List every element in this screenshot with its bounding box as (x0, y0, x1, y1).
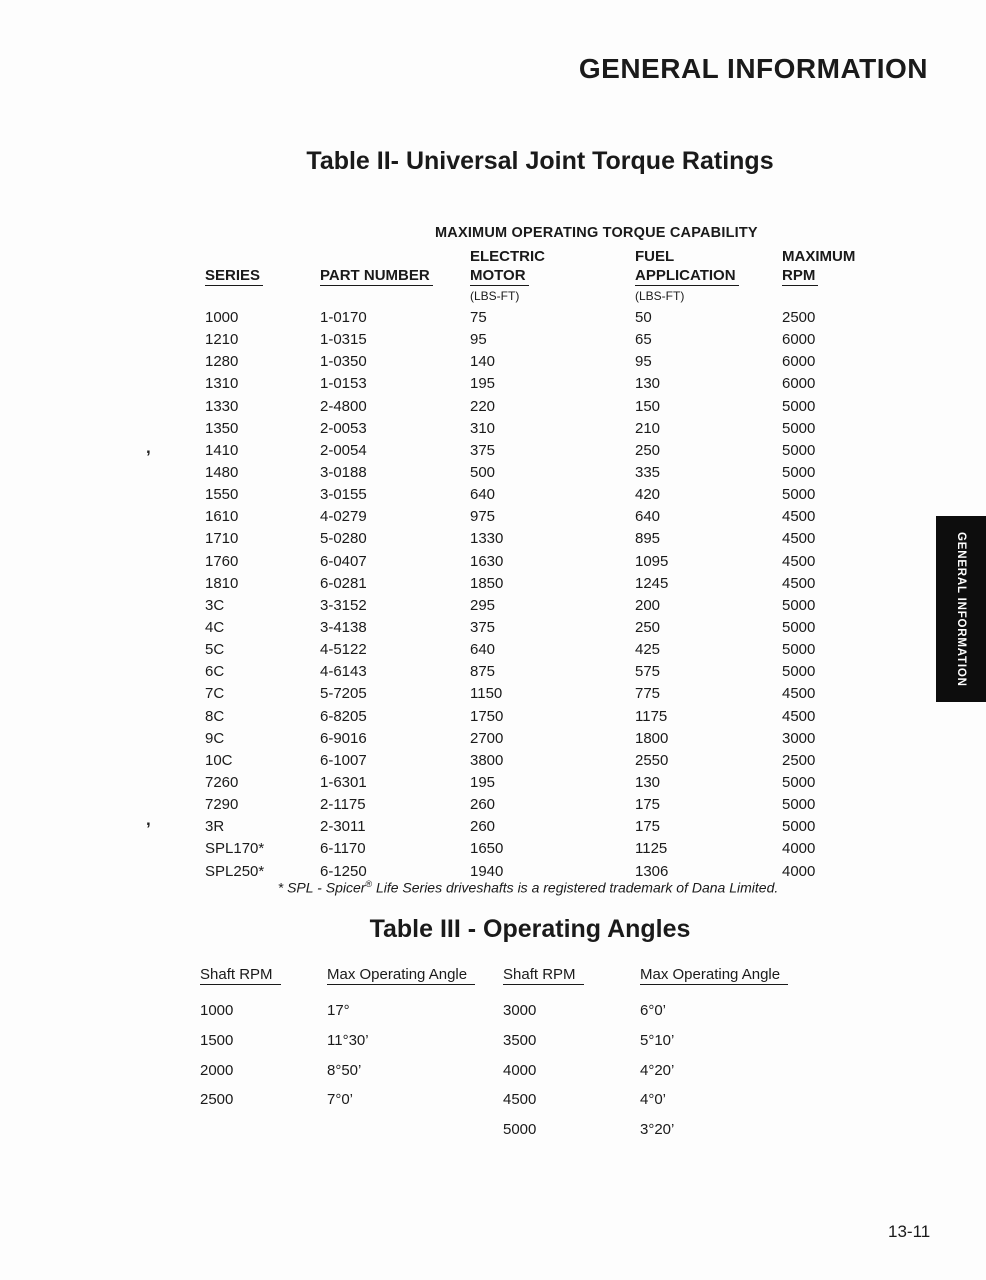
max-angle-cell: 11°30’ (327, 1031, 369, 1049)
electric-motor-cell: 260 (470, 818, 496, 836)
electric-motor-cell: 220 (470, 397, 496, 415)
units-label-electric: (LBS-FT) (470, 289, 520, 303)
max-rpm-cell: 5000 (782, 596, 816, 614)
series-cell: 7260 (205, 773, 239, 791)
electric-motor-cell: 2700 (470, 729, 504, 747)
electric-motor-cell: 375 (470, 618, 496, 636)
max-rpm-cell: 5000 (782, 441, 816, 459)
max-angle-cell: 7°0’ (327, 1091, 354, 1109)
table-row (205, 661, 877, 683)
fuel-application-cell: 1800 (635, 729, 669, 747)
page-number: 13-11 (888, 1222, 931, 1241)
footnote-text: Life Series driveshafts is a registered trademark of Dana Limited. (372, 879, 779, 896)
series-cell: 1310 (205, 375, 239, 393)
electric-motor-cell: 1850 (470, 574, 504, 592)
table-row (205, 462, 877, 484)
table-row (205, 484, 877, 506)
col-header-max-angle-left: Max Operating Angle (327, 966, 475, 985)
series-cell: 1410 (205, 441, 239, 459)
part-number-cell: 2-4800 (320, 397, 367, 415)
shaft-rpm-cell: 1000 (200, 1002, 234, 1019)
fuel-application-cell: 335 (635, 463, 661, 481)
electric-motor-cell: 195 (470, 375, 496, 393)
fuel-application-cell: 130 (635, 773, 661, 791)
shaft-rpm-cell: 1500 (200, 1031, 234, 1049)
col-header-max-angle-right: Max Operating Angle (640, 966, 788, 985)
part-number-cell: 4-5122 (320, 641, 367, 659)
electric-motor-cell: 1150 (470, 685, 503, 703)
operating-angles-header (200, 966, 816, 985)
series-cell: 10C (205, 751, 233, 769)
table-row (205, 307, 877, 329)
series-cell: 8C (205, 707, 225, 725)
series-cell: 1710 (205, 530, 239, 548)
col-header-series: SERIES (205, 267, 263, 286)
max-rpm-cell: 2500 (782, 309, 816, 326)
part-number-cell: 6-1170 (320, 840, 366, 858)
fuel-application-cell: 175 (635, 796, 661, 814)
fuel-application-cell: 1095 (635, 552, 669, 570)
fuel-application-cell: 65 (635, 331, 652, 349)
max-rpm-cell: 5000 (782, 419, 816, 437)
table-row (205, 440, 877, 462)
series-cell: 1330 (205, 397, 239, 415)
table2-title: Table II- Universal Joint Torque Ratings (306, 147, 774, 175)
col-header-fuel: FUEL (635, 248, 675, 265)
shaft-rpm-cell: 2000 (200, 1061, 234, 1079)
fuel-application-cell: 575 (635, 663, 661, 681)
shaft-rpm-cell: 3000 (503, 1002, 537, 1019)
max-rpm-cell: 5000 (782, 397, 816, 415)
table-row (205, 351, 877, 373)
margin-mark: , (146, 810, 151, 829)
part-number-cell: 2-0054 (320, 441, 367, 459)
table-row (205, 528, 877, 550)
registered-trademark-symbol: ® (365, 879, 373, 889)
max-angle-cell: 17° (327, 1002, 350, 1019)
electric-motor-cell: 75 (470, 309, 487, 326)
section-tab (936, 516, 986, 702)
part-number-cell: 1-0350 (320, 353, 367, 371)
table-row (205, 728, 877, 750)
fuel-application-cell: 895 (635, 530, 661, 548)
table-row (205, 772, 877, 794)
electric-motor-cell: 875 (470, 663, 496, 681)
series-cell: 7C (205, 685, 225, 703)
fuel-application-cell: 200 (635, 596, 661, 614)
section-tab-label: GENERAL INFORMATION (955, 531, 967, 687)
part-number-cell: 5-0280 (320, 530, 367, 548)
max-rpm-cell: 4500 (782, 707, 816, 725)
part-number-cell: 6-0407 (320, 552, 367, 570)
fuel-application-cell: 175 (635, 818, 661, 836)
series-cell: 1280 (205, 353, 239, 371)
torque-ratings-table (205, 307, 877, 883)
max-rpm-cell: 5000 (782, 818, 816, 836)
table-row (205, 750, 877, 772)
shaft-rpm-cell: 4500 (503, 1091, 537, 1109)
fuel-application-cell: 50 (635, 309, 652, 326)
max-rpm-cell: 5000 (782, 796, 816, 814)
max-rpm-cell: 4500 (782, 552, 816, 570)
series-cell: 4C (205, 618, 225, 636)
col-header-shaft-rpm-left: Shaft RPM (200, 966, 281, 985)
series-cell: 1210 (205, 331, 239, 349)
part-number-cell: 3-3152 (320, 596, 367, 614)
part-number-cell: 3-0155 (320, 486, 367, 504)
series-cell: 1610 (205, 508, 239, 526)
series-cell: 1810 (205, 574, 239, 592)
max-rpm-cell: 5000 (782, 463, 816, 481)
table2-span-header: MAXIMUM OPERATING TORQUE CAPABILITY (435, 225, 758, 241)
page-title: GENERAL INFORMATION (578, 53, 928, 84)
part-number-cell: 1-0170 (320, 309, 367, 326)
electric-motor-cell: 1940 (470, 862, 504, 880)
table-row (200, 1056, 816, 1086)
table-row (205, 639, 877, 661)
shaft-rpm-cell (200, 1115, 327, 1145)
series-cell: 1550 (205, 486, 239, 504)
electric-motor-cell: 975 (470, 508, 496, 526)
fuel-application-cell: 1175 (635, 707, 668, 725)
max-rpm-cell: 3000 (782, 729, 816, 747)
electric-motor-cell: 375 (470, 441, 496, 459)
table-row (200, 1026, 816, 1056)
max-rpm-cell: 5000 (782, 486, 816, 504)
col-header-application: APPLICATION (635, 267, 739, 286)
electric-motor-cell: 1650 (470, 840, 504, 858)
electric-motor-cell: 500 (470, 463, 496, 481)
shaft-rpm-cell: 4000 (503, 1061, 537, 1079)
fuel-application-cell: 250 (635, 618, 661, 636)
shaft-rpm-cell: 2500 (200, 1091, 234, 1109)
max-rpm-cell: 4500 (782, 530, 816, 548)
fuel-application-cell: 425 (635, 641, 661, 659)
fuel-application-cell: 640 (635, 508, 661, 526)
part-number-cell: 6-9016 (320, 729, 367, 747)
electric-motor-cell: 3800 (470, 751, 504, 769)
table-row (205, 373, 877, 395)
fuel-application-cell: 420 (635, 486, 661, 504)
fuel-application-cell: 1245 (635, 574, 669, 592)
electric-motor-cell: 1330 (470, 530, 504, 548)
electric-motor-cell: 295 (470, 596, 496, 614)
max-rpm-cell: 6000 (782, 375, 816, 393)
fuel-application-cell: 1306 (635, 862, 669, 880)
spl-footnote (278, 879, 779, 896)
fuel-application-cell: 130 (635, 375, 661, 393)
part-number-cell: 1-0153 (320, 375, 367, 393)
shaft-rpm-cell: 3500 (503, 1031, 537, 1049)
operating-angles-table (200, 996, 816, 1145)
max-rpm-cell: 5000 (782, 663, 816, 681)
max-angle-cell: 5°10’ (640, 1031, 675, 1049)
max-angle-cell: 4°20’ (640, 1061, 675, 1079)
electric-motor-cell: 640 (470, 641, 496, 659)
col-header-shaft-rpm-right: Shaft RPM (503, 966, 584, 985)
series-cell: 1350 (205, 419, 239, 437)
part-number-cell: 3-4138 (320, 618, 367, 636)
part-number-cell: 6-1250 (320, 862, 367, 880)
max-angle-cell: 4°0’ (640, 1091, 667, 1109)
part-number-cell: 2-0053 (320, 419, 367, 437)
series-cell: 3R (205, 818, 225, 836)
fuel-application-cell: 150 (635, 397, 661, 415)
table3-title: Table III - Operating Angles (369, 915, 691, 943)
part-number-cell: 6-0281 (320, 574, 367, 592)
part-number-cell: 2-3011 (320, 818, 366, 836)
table-row (200, 1085, 816, 1115)
series-cell: 1000 (205, 309, 239, 326)
fuel-application-cell: 95 (635, 353, 652, 371)
max-rpm-cell: 4500 (782, 685, 816, 703)
table-row (205, 506, 877, 528)
fuel-application-cell: 250 (635, 441, 661, 459)
part-number-cell: 1-6301 (320, 773, 367, 791)
col-header-electric: ELECTRIC (470, 248, 545, 265)
part-number-cell: 4-0279 (320, 508, 367, 526)
electric-motor-cell: 1630 (470, 552, 504, 570)
shaft-rpm-cell: 5000 (503, 1121, 537, 1139)
part-number-cell: 3-0188 (320, 463, 367, 481)
series-cell: 3C (205, 596, 225, 614)
max-rpm-cell: 6000 (782, 353, 816, 371)
max-rpm-cell: 4000 (782, 862, 816, 880)
electric-motor-cell: 640 (470, 486, 496, 504)
table-row (205, 816, 877, 838)
max-rpm-cell: 4500 (782, 574, 816, 592)
max-rpm-cell: 5000 (782, 773, 816, 791)
table-row (205, 573, 877, 595)
max-rpm-cell: 4500 (782, 508, 816, 526)
fuel-application-cell: 775 (635, 685, 661, 703)
max-rpm-cell: 5000 (782, 641, 816, 659)
series-cell: 9C (205, 729, 225, 747)
max-rpm-cell: 2500 (782, 751, 816, 769)
electric-motor-cell: 140 (470, 353, 496, 371)
max-angle-cell: 6°0’ (640, 1002, 667, 1019)
col-header-part-number: PART NUMBER (320, 267, 433, 286)
max-angle-cell: 3°20’ (640, 1121, 675, 1139)
table-row (200, 1115, 816, 1145)
table-row (205, 794, 877, 816)
table-row (205, 838, 877, 860)
series-cell: SPL250* (205, 862, 265, 880)
fuel-application-cell: 1125 (635, 840, 668, 858)
table-row (205, 551, 877, 573)
series-cell: 6C (205, 663, 225, 681)
table-row (205, 617, 877, 639)
electric-motor-cell: 310 (470, 419, 496, 437)
electric-motor-cell: 1750 (470, 707, 504, 725)
table-row (205, 595, 877, 617)
table-row (200, 996, 816, 1026)
fuel-application-cell: 2550 (635, 751, 669, 769)
table-row (205, 418, 877, 440)
col-header-rpm: RPM (782, 267, 818, 286)
max-rpm-cell: 4000 (782, 840, 816, 858)
electric-motor-cell: 195 (470, 773, 496, 791)
series-cell: 1760 (205, 552, 239, 570)
series-cell: 1480 (205, 463, 239, 481)
part-number-cell: 1-0315 (320, 331, 367, 349)
part-number-cell: 5-7205 (320, 685, 367, 703)
electric-motor-cell: 260 (470, 796, 496, 814)
table-row (205, 706, 877, 728)
table-row (205, 329, 877, 351)
col-header-motor: MOTOR (470, 267, 529, 286)
footnote-text: * SPL - Spicer (277, 879, 366, 896)
margin-mark: , (146, 438, 151, 457)
table-row (205, 683, 877, 705)
max-rpm-cell: 6000 (782, 331, 816, 349)
part-number-cell: 6-8205 (320, 707, 367, 725)
table-row (205, 396, 877, 418)
units-label-fuel: (LBS-FT) (635, 289, 685, 303)
max-rpm-cell: 5000 (782, 618, 816, 636)
part-number-cell: 2-1175 (320, 796, 366, 814)
series-cell: 5C (205, 641, 225, 659)
max-angle-cell (327, 1115, 503, 1145)
electric-motor-cell: 95 (470, 331, 487, 349)
part-number-cell: 4-6143 (320, 663, 367, 681)
series-cell: SPL170* (205, 840, 265, 858)
col-header-maximum: MAXIMUM (782, 248, 856, 265)
max-angle-cell: 8°50’ (327, 1061, 362, 1079)
part-number-cell: 6-1007 (320, 751, 367, 769)
series-cell: 7290 (205, 796, 239, 814)
fuel-application-cell: 210 (635, 419, 661, 437)
